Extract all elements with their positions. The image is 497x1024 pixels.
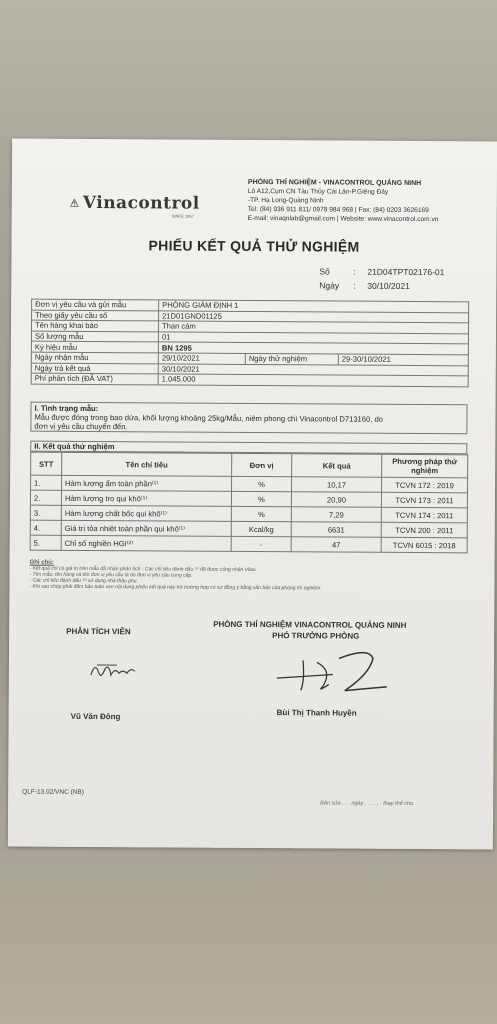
row-stt: 3. (30, 505, 61, 520)
sample-condition-section (30, 402, 467, 435)
col-header: STT (31, 452, 62, 475)
form-code: QLF-13.02/VNC (NB) (22, 788, 84, 796)
row-result: 20,90 (291, 492, 381, 508)
sample-condition-text: Mẫu được đóng trong bao dứa, khối lượng khoảng 25kg/Mẫu, niêm phong chì Vinacontrol D713160, do (34, 412, 383, 424)
colon: : (353, 280, 356, 291)
section-title: I. Tình trạng mẫu: (34, 403, 99, 414)
info-label: Ngày trả kết quả (31, 363, 158, 374)
row-stt: 5. (30, 535, 61, 550)
analyst-name: Vũ Văn Đông (70, 711, 121, 722)
company-logo (70, 191, 200, 216)
logo-since: SINCE 1957 (171, 213, 194, 219)
notes (29, 560, 321, 592)
info-value: 30/10/2021 (158, 363, 468, 375)
lab-address-line: Lô A12,Cụm CN Tàu Thủy Cái Lân-P.Giếng Đáy (247, 187, 389, 196)
lab-address-line: -TP. Hạ Long-Quảng Ninh (247, 196, 324, 205)
row-unit: % (231, 506, 291, 521)
row-unit: - (231, 536, 291, 551)
document-title: PHIẾU KẾT QUẢ THỬ NGHIỆM (148, 237, 360, 255)
lab-title: PHÒNG THÍ NGHIỆM - VINACONTROL QUẢNG NINH (247, 178, 422, 188)
sample-condition-text: đơn vị yêu cầu chuyển đến. (34, 421, 128, 432)
table-row (30, 535, 467, 553)
report-document (8, 139, 497, 850)
approver-signature (273, 640, 393, 701)
note-line: - Các chỉ tiêu đánh dấu ⁽²⁾ sử dụng nhà thầu phụ. (29, 577, 138, 585)
row-name: Hàm lượng tro qui khô⁽¹⁾ (61, 490, 231, 506)
doc-date-label: Ngày (319, 280, 340, 291)
row-method: TCVN 200 : 2011 (381, 522, 467, 538)
analyst-title: PHÂN TÍCH VIÊN (66, 626, 131, 637)
scales-icon (70, 192, 79, 214)
row-method: TCVN 6015 : 2018 (381, 537, 467, 553)
section-title: II. Kết quả thử nghiệm (30, 441, 467, 455)
info-label: Tên hàng khai báo (31, 320, 158, 331)
doc-date-value: 30/10/2021 (367, 280, 410, 291)
row-result: 47 (291, 537, 381, 553)
table-row (31, 373, 468, 386)
note-line: - Tên mẫu, tên hàng và tên đơn vị yêu cầu là do đơn vị yêu cầu cung cấp. (29, 571, 193, 579)
approver-org-title: PHÒNG THÍ NGHIỆM VINACONTROL QUẢNG NINH (213, 619, 407, 630)
colon: : (353, 266, 356, 277)
info-value: BN 1295 (158, 342, 468, 354)
row-result: 6631 (291, 522, 381, 538)
info-label: Phí phân tích (ĐÃ VAT) (31, 373, 158, 384)
edition-line: Bản sửa . . . ngày . . . . . . thay thế cho (320, 800, 414, 807)
approver-name: Bùi Thị Thanh Huyền (276, 708, 357, 718)
note-line: - Kết quả chỉ có giá trị trên mẫu đã nhận phân tích - Các chỉ tiêu đánh dấu ⁽¹⁾ đã được công nhận Vilas. (29, 565, 257, 574)
col-header: Tên chỉ tiêu (62, 452, 232, 476)
row-name: Hàm lượng chất bốc qui khô⁽¹⁾ (61, 505, 231, 521)
info-label: Ngày nhận mẫu (31, 352, 158, 363)
info-value: 29-30/10/2021 (338, 354, 468, 365)
info-label: Theo giấy yêu cầu số (32, 310, 159, 321)
info-value: Than cám (158, 321, 468, 333)
analyst-signature (87, 657, 147, 687)
col-header: Phương pháp thử nghiệm (382, 454, 468, 478)
row-stt: 1. (31, 475, 62, 490)
info-label: Đơn vị yêu cầu và gửi mẫu (32, 299, 159, 310)
info-value: 01 (158, 332, 468, 344)
info-label: Số lượng mẫu (31, 331, 158, 342)
info-label: Ký hiệu mẫu (31, 342, 158, 353)
approver-title: PHÓ TRƯỞNG PHÒNG (272, 631, 360, 641)
col-header: Kết quả (292, 454, 382, 478)
info-value: 21D01GND01125 (159, 311, 469, 323)
row-method: TCVN 174 : 2011 (381, 507, 467, 523)
row-name: Hàm lượng ẩm toàn phần⁽¹⁾ (62, 475, 232, 491)
row-unit: % (231, 491, 291, 506)
lab-contact-line: Tel: (84) 936 911 811/ 0978 984 968 | Fax: (84) 0203 3626169 (247, 205, 429, 215)
table-header-row (31, 452, 468, 478)
row-method: TCVN 173 : 2011 (381, 492, 467, 508)
note-line: - Khi sao chép phải đảm bảo toàn vẹn nội dung phiếu kết quả này trừ trường hợp có sự đồng ý bằng văn bản của phòng thí nghiệm. (29, 583, 322, 592)
row-unit: Kcal/kg (231, 521, 291, 536)
row-name: Giá trị tỏa nhiệt toàn phần qui khô⁽¹⁾ (61, 520, 231, 536)
row-result: 7,29 (291, 507, 381, 523)
col-header: Đơn vị (232, 453, 292, 476)
row-unit: % (232, 476, 292, 491)
notes-title: Ghi chú: (29, 559, 54, 566)
lab-contact-line: E-mail: vinaqnlab@gmail.com | Website: www.vinacontrol.com.vn (247, 214, 439, 224)
row-stt: 2. (30, 490, 61, 505)
info-value: PHÒNG GIÁM ĐỊNH 1 (159, 300, 469, 312)
doc-number-label: Số (319, 266, 330, 277)
sample-info-table (31, 299, 470, 387)
logo-text: Vinacontrol (82, 192, 200, 214)
doc-number-value: 21D04TPT02176-01 (367, 266, 445, 278)
info-label: Ngày thử nghiệm (245, 353, 338, 364)
row-name: Chỉ số nghiền HGI⁽²⁾ (61, 535, 231, 551)
row-stt: 4. (30, 520, 61, 535)
row-result: 10,17 (292, 477, 382, 493)
test-results-table (30, 452, 469, 554)
info-value: 29/10/2021 (158, 353, 245, 364)
row-method: TCVN 172 : 2019 (382, 477, 468, 493)
lab-header (248, 178, 439, 224)
info-value: 1.045.000 (158, 374, 468, 386)
